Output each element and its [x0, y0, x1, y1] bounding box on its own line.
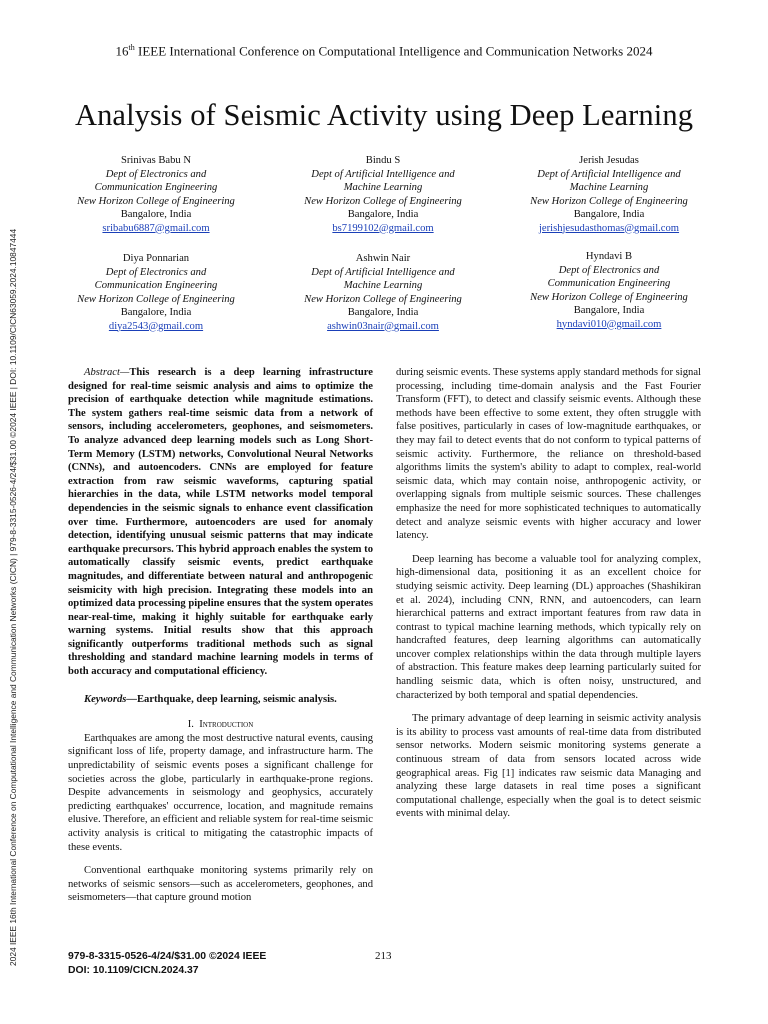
- author-name: Diya Ponnarian: [122, 253, 190, 264]
- author-email-link[interactable]: hyndavi010@gmail.com: [556, 318, 662, 330]
- author-dept: Dept of Artificial Intelligence and: [537, 168, 681, 180]
- keywords-text: Earthquake, deep learning, seismic analysis.: [136, 693, 337, 705]
- author-block: [51, 252, 261, 333]
- author-college: New Horizon College of Engineering: [304, 195, 462, 207]
- page-number: 213: [375, 950, 392, 962]
- author-dept: Machine Learning: [343, 280, 423, 291]
- author-college: New Horizon College of Engineering: [530, 195, 688, 207]
- doi: DOI: 10.1109/CICN.2024.37: [68, 965, 199, 976]
- margin-citation: 2024 IEEE 16th International Conference on Computational Intelligence and Communication Networks (CICN) | 979-8-3315-0526-4/24/$31.00 ©2024 IEEE | DOI: 10.1109/CICN63059.2024.10847444: [8, 228, 18, 966]
- paragraph: during seismic events. These systems apply standard methods for signal processing, including time-domain analysis and the Fast Fourier Transform (FFT), to detect and classify seismic events. Although these methods have been effective to some extent, they often struggle with false positives, particularly in cases of low-magnitude earthquakes, or they may fail to detect events that do not conform to typical patterns of seismic activity. Furthermore, the reliance on threshold-based algorithms limits the system's ability to adapt to complex, real-world seismic data, which may contain noise, anthropogenic activity, or overlapping signals from multiple seismic sources. These challenges emphasize the need for more sophisticated techniques to automatically detect and analyze seismic events with higher accuracy and lower latency.: [396, 367, 701, 542]
- author-college: New Horizon College of Engineering: [530, 291, 688, 303]
- paragraph: Conventional earthquake monitoring systems primarily rely on networks of seismic sensors—such as accelerometers, geophones, and seismometers—that capture ground motion: [68, 865, 373, 904]
- author-email-link[interactable]: bs7199102@gmail.com: [332, 222, 434, 234]
- paragraph: Earthquakes are among the most destructive natural events, causing significant loss of life, property damage, and infrastructure harm. The unpredictability of seismic events poses a significant challenge for societies across the globe, particularly in earthquake-prone regions. Despite advancements in seismology and geophysics, accurately predicting earthquakes' occurrence, location, and magnitude remains elusive. Therefore, an efficient and reliable system for real-time seismic activity analysis is critical to mitigating the catastrophic impacts of these events.: [68, 732, 373, 853]
- author-city: Bangalore, India: [573, 305, 645, 316]
- author-dept: Dept of Artificial Intelligence and: [311, 168, 455, 180]
- paragraph: The primary advantage of deep learning in seismic activity analysis is its ability to process vast amounts of real-time data from distributed sensor networks. Modern seismic monitoring systems generate a continuous stream of data from sensors located across wide geographical areas. Fig [1] indicates raw seismic data Managing and analyzing these large datasets in real time poses a significant computational challenge, especially when the goal is to detect seismic events with minimal delay.: [396, 713, 701, 820]
- author-dept: Machine Learning: [343, 182, 423, 193]
- paper-title: Analysis of Seismic Activity using Deep Learning: [74, 98, 694, 132]
- author-college: New Horizon College of Engineering: [304, 293, 462, 305]
- author-block: [278, 252, 488, 333]
- section-heading: I. Introduction: [187, 719, 254, 731]
- author-city: Bangalore, India: [573, 209, 645, 220]
- author-city: Bangalore, India: [120, 307, 192, 318]
- author-name: Bindu S: [365, 155, 401, 166]
- author-college: New Horizon College of Engineering: [77, 293, 235, 305]
- abstract-label: Abstract—: [84, 367, 130, 378]
- paragraph: Deep learning has become a valuable tool for analyzing complex, high-dimensional data, positioning it as an excellent choice for studying seismic activity. Deep learning (DL) approaches (Shashikiran et al. 2024), including CNN, RNN, and autoencoders, can learn hierarchical patterns and extract important features from raw data in contrast to typical machine learning methods, which typically rely on handcrafted features, deep learning algorithms can automatically uncover complex relationships within the data through multiple layers of abstraction. This feature makes deep learning particularly suited for handling seismic data, which is often noisy, unstructured, and characterized by both temporal and spatial dependencies.: [396, 553, 701, 701]
- footer-citation: [68, 950, 266, 978]
- abstract-text: This research is a deep learning infrastructure designed for real-time seismic analysis and aims to optimize the precision of earthquake detection while magnitude estimations. The system gathers real-time seismic data from a network of sensors, including accelerometers, geophones, and seismometers. To analyze advanced deep learning models such as Long Short-Term Memory (LSTM) networks, Convolutional Neural Networks (CNNs), and autoencoders. CNNs are employed for feature extraction from raw seismic waveforms, capturing spatial hierarchies in the data, while LSTM networks model temporal dependencies in the seismic signals to enhance event classification over time. Furthermore, autoencoders are used for anomaly detection, identifying unusual seismic patterns that may indicate earthquake precursors. This hybrid approach enables the system to automatically classify seismic events, predict earthquake magnitudes, and differentiate between natural and anthropogenic seismicity with high precision. Integrating these models into an optimized data processing pipeline ensures that the system operates near-real-time, making it highly suitable for earthquake early warning systems. Initial results show that this approach significantly outperforms traditional methods such as signal thresholding and standard machine learning models in terms of both accuracy and computational efficiency.: [68, 367, 373, 678]
- author-dept: Dept of Artificial Intelligence and: [311, 266, 455, 278]
- author-email-link[interactable]: sribabu6887@gmail.com: [102, 222, 210, 234]
- author-dept: Dept of Electronics and: [558, 264, 660, 276]
- author-block: [51, 154, 261, 235]
- keywords-label: Keywords—: [84, 693, 137, 705]
- author-block: [504, 250, 714, 331]
- author-dept: Communication Engineering: [94, 182, 218, 193]
- author-email-link[interactable]: diya2543@gmail.com: [108, 320, 204, 332]
- author-dept: Dept of Electronics and: [105, 266, 207, 278]
- author-college: New Horizon College of Engineering: [77, 195, 235, 207]
- author-email-link[interactable]: ashwin03nair@gmail.com: [327, 320, 439, 332]
- author-dept: Machine Learning: [569, 182, 649, 193]
- author-city: Bangalore, India: [347, 307, 419, 318]
- author-dept: Communication Engineering: [547, 278, 671, 289]
- author-block: [504, 154, 714, 235]
- author-city: Bangalore, India: [120, 209, 192, 220]
- author-block: [278, 154, 488, 235]
- author-email-link[interactable]: jerishjesudasthomas@gmail.com: [538, 222, 680, 234]
- author-dept: Communication Engineering: [94, 280, 218, 291]
- keywords: [68, 693, 373, 707]
- author-name: Jerish Jesudas: [579, 155, 639, 166]
- conference-header: 16th IEEE International Conference on Computational Intelligence and Communication Networks 2024: [115, 43, 653, 59]
- author-dept: Dept of Electronics and: [105, 168, 207, 180]
- author-name: Srinivas Babu N: [120, 155, 192, 166]
- author-name: Ashwin Nair: [355, 253, 411, 264]
- abstract: [68, 366, 373, 679]
- left-column: [68, 366, 373, 905]
- author-city: Bangalore, India: [347, 209, 419, 220]
- isbn: 979-8-3315-0526-4/24/$31.00 ©2024 IEEE: [68, 951, 267, 962]
- author-name: Hyndavi B: [585, 251, 633, 262]
- right-column: [396, 366, 701, 821]
